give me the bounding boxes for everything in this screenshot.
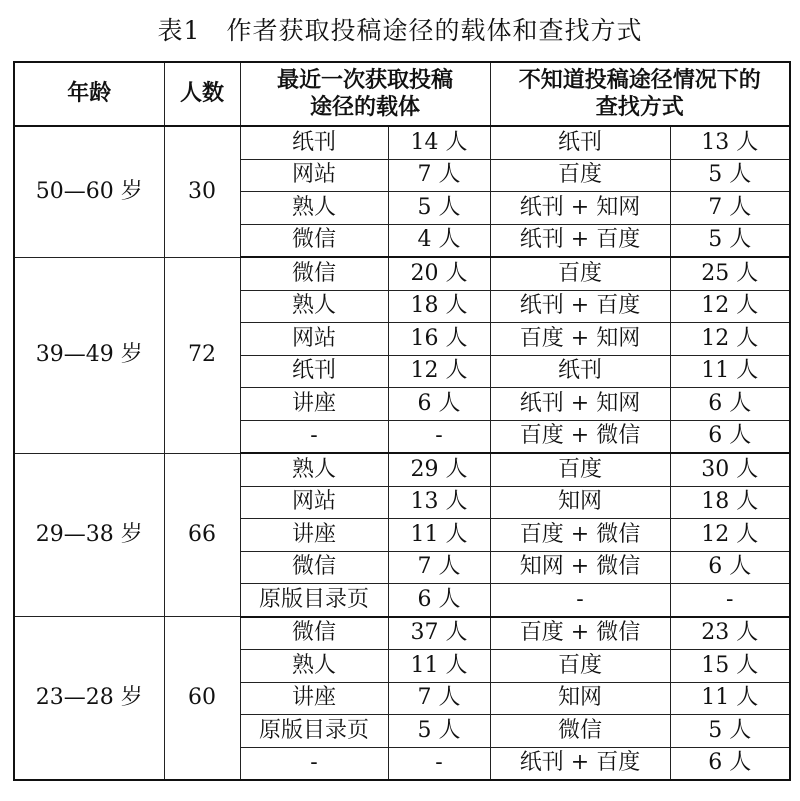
group-count-cell: 72 — [164, 257, 240, 453]
carrier-cell: 网站 — [240, 323, 388, 356]
method-cell: 纸刊 — [490, 355, 670, 388]
method-cell: 百度 + 知网 — [490, 323, 670, 356]
carrier-cell: 微信 — [240, 257, 388, 290]
header-carrier-line1: 最近一次获取投稿 — [277, 67, 454, 93]
carrier-cell: 讲座 — [240, 682, 388, 715]
method-count-cell: 7 人 — [670, 192, 790, 225]
method-count-cell: 6 人 — [670, 551, 790, 584]
method-count-cell: - — [670, 584, 790, 617]
carrier-count-cell: 29 人 — [388, 453, 490, 486]
table-number: 表1 — [157, 16, 201, 45]
carrier-count-cell: 11 人 — [388, 650, 490, 683]
method-count-cell: 12 人 — [670, 519, 790, 552]
carrier-count-cell: 6 人 — [388, 584, 490, 617]
method-cell: 知网 — [490, 682, 670, 715]
group-count-cell: 60 — [164, 617, 240, 781]
table-header — [14, 62, 790, 126]
carrier-count-cell: 13 人 — [388, 486, 490, 519]
carrier-count-cell: - — [388, 420, 490, 453]
carrier-cell: 微信 — [240, 551, 388, 584]
group-count-cell: 30 — [164, 126, 240, 257]
carrier-count-cell: 11 人 — [388, 519, 490, 552]
method-cell: 纸刊 + 知网 — [490, 192, 670, 225]
data-table — [13, 61, 791, 781]
method-count-cell: 12 人 — [670, 323, 790, 356]
method-count-cell: 25 人 — [670, 257, 790, 290]
carrier-cell: - — [240, 420, 388, 453]
table-caption — [0, 0, 800, 58]
carrier-count-cell: 20 人 — [388, 257, 490, 290]
method-cell: 百度 — [490, 650, 670, 683]
carrier-count-cell: 4 人 — [388, 224, 490, 257]
carrier-cell: 微信 — [240, 617, 388, 650]
carrier-cell: 讲座 — [240, 388, 388, 421]
carrier-count-cell: 18 人 — [388, 290, 490, 323]
method-cell: 百度 — [490, 453, 670, 486]
method-cell: - — [490, 584, 670, 617]
carrier-count-cell: 16 人 — [388, 323, 490, 356]
method-count-cell: 5 人 — [670, 715, 790, 748]
method-cell: 百度 + 微信 — [490, 617, 670, 650]
header-search-line2: 查找方式 — [595, 95, 684, 120]
carrier-cell: 网站 — [240, 486, 388, 519]
age-group-cell: 29—38 岁 — [14, 453, 164, 617]
method-cell: 纸刊 + 知网 — [490, 388, 670, 421]
age-group-cell: 39—49 岁 — [14, 257, 164, 453]
carrier-cell: 熟人 — [240, 192, 388, 225]
header-carrier-line2: 途径的载体 — [310, 95, 421, 120]
header-age: 年龄 — [14, 62, 164, 126]
header-search-line1: 不知道投稿途径情况下的 — [518, 67, 761, 93]
header-search-method — [490, 62, 790, 126]
table-row — [14, 453, 790, 486]
carrier-cell: 原版目录页 — [240, 584, 388, 617]
table-row — [14, 257, 790, 290]
method-count-cell: 6 人 — [670, 747, 790, 780]
method-count-cell: 6 人 — [670, 420, 790, 453]
carrier-cell: 熟人 — [240, 453, 388, 486]
method-count-cell: 5 人 — [670, 159, 790, 192]
method-count-cell: 11 人 — [670, 682, 790, 715]
carrier-count-cell: 37 人 — [388, 617, 490, 650]
method-count-cell: 15 人 — [670, 650, 790, 683]
carrier-count-cell: 14 人 — [388, 126, 490, 159]
method-cell: 微信 — [490, 715, 670, 748]
table-body — [14, 126, 790, 780]
method-cell: 百度 + 微信 — [490, 420, 670, 453]
age-group-cell: 23—28 岁 — [14, 617, 164, 781]
carrier-cell: 纸刊 — [240, 355, 388, 388]
method-count-cell: 23 人 — [670, 617, 790, 650]
table-row — [14, 126, 790, 159]
carrier-count-cell: - — [388, 747, 490, 780]
method-count-cell: 11 人 — [670, 355, 790, 388]
carrier-count-cell: 12 人 — [388, 355, 490, 388]
carrier-count-cell: 5 人 — [388, 715, 490, 748]
carrier-cell: - — [240, 747, 388, 780]
method-count-cell: 5 人 — [670, 224, 790, 257]
method-cell: 纸刊 + 百度 — [490, 747, 670, 780]
method-count-cell: 13 人 — [670, 126, 790, 159]
method-cell: 百度 — [490, 257, 670, 290]
carrier-count-cell: 7 人 — [388, 159, 490, 192]
carrier-cell: 微信 — [240, 224, 388, 257]
carrier-cell: 讲座 — [240, 519, 388, 552]
method-cell: 百度 — [490, 159, 670, 192]
method-cell: 百度 + 微信 — [490, 519, 670, 552]
method-cell: 知网 + 微信 — [490, 551, 670, 584]
table-title: 作者获取投稿途径的载体和查找方式 — [226, 16, 643, 45]
carrier-cell: 网站 — [240, 159, 388, 192]
carrier-count-cell: 6 人 — [388, 388, 490, 421]
carrier-count-cell: 5 人 — [388, 192, 490, 225]
method-count-cell: 6 人 — [670, 388, 790, 421]
method-cell: 纸刊 — [490, 126, 670, 159]
group-count-cell: 66 — [164, 453, 240, 617]
header-count: 人数 — [164, 62, 240, 126]
table-row — [14, 617, 790, 650]
header-carrier — [240, 62, 490, 126]
method-cell: 知网 — [490, 486, 670, 519]
method-count-cell: 30 人 — [670, 453, 790, 486]
carrier-cell: 原版目录页 — [240, 715, 388, 748]
carrier-cell: 纸刊 — [240, 126, 388, 159]
method-cell: 纸刊 + 百度 — [490, 224, 670, 257]
carrier-count-cell: 7 人 — [388, 551, 490, 584]
method-count-cell: 18 人 — [670, 486, 790, 519]
carrier-cell: 熟人 — [240, 650, 388, 683]
age-group-cell: 50—60 岁 — [14, 126, 164, 257]
method-count-cell: 12 人 — [670, 290, 790, 323]
method-cell: 纸刊 + 百度 — [490, 290, 670, 323]
carrier-cell: 熟人 — [240, 290, 388, 323]
carrier-count-cell: 7 人 — [388, 682, 490, 715]
